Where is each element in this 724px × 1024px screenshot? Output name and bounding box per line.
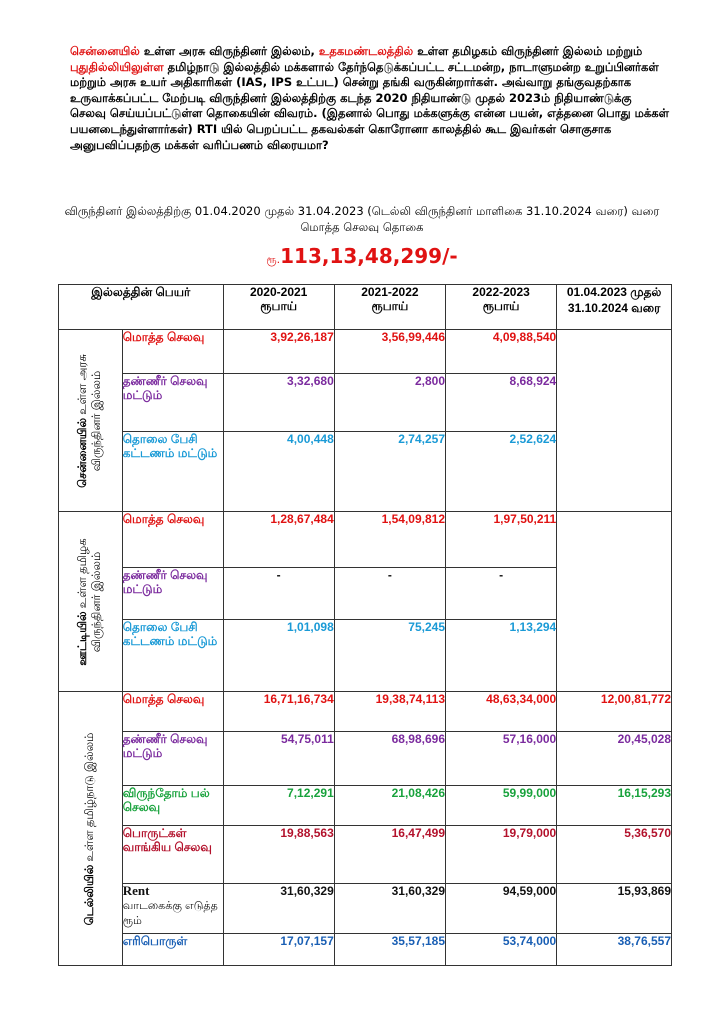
cell-value: 53,74,000 (446, 934, 557, 966)
cell-value: 2,74,257 (334, 432, 445, 512)
row-label-rent (122, 884, 223, 934)
subtitle: விருந்தினர் இல்லத்திற்கு 01.04.2020 முதல் 31.04.2023 (டெல்லி விருந்தினர் மாளிகை 31.10.2024 வரை) வரை மொத்த செலவு தொகை (64, 204, 660, 234)
header-2021: 2021-2022 ரூபாய் (334, 285, 445, 330)
total-value: 113,13,48,299/- (280, 244, 458, 268)
intro-delhi: புதுதில்லியிலுள்ள (70, 59, 164, 74)
header-name: இல்லத்தின் பெயர் (59, 285, 224, 330)
table-row (59, 512, 672, 568)
row-label: தண்ணீர் செலவு மட்டும் (122, 374, 223, 432)
cell-value: 12,00,81,772 (557, 692, 672, 732)
cell-empty (557, 512, 672, 692)
cell-value: 16,71,16,734 (223, 692, 334, 732)
cell-value: - (334, 568, 445, 620)
cell-value: 31,60,329 (223, 884, 334, 934)
table-row (59, 732, 672, 786)
row-label: மொத்த செலவு (122, 330, 223, 374)
cell-value: 5,36,570 (557, 826, 672, 884)
rent-label-ta: வாடகைக்கு எடுத்த ரூம் (122, 900, 218, 927)
cell-value: 8,68,924 (446, 374, 557, 432)
total-amount (0, 244, 724, 268)
cell-value: 21,08,426 (334, 786, 445, 826)
cell-value: 31,60,329 (334, 884, 445, 934)
cell-value: 2,800 (334, 374, 445, 432)
intro-paragraph (70, 44, 670, 153)
intro-ooty: உதகமண்டலத்தில் (318, 44, 414, 58)
cell-value: 3,32,680 (223, 374, 334, 432)
cell-value: 54,75,011 (223, 732, 334, 786)
row-label: விருந்தோம் பல் செலவு (122, 786, 223, 826)
intro-text-3: தமிழ்நாடு இல்லத்தில் மக்களால் தேர்ந்தெடுக்கப்பட்ட சட்டமன்ற, நாடாளுமன்ற உறுப்பினர்கள் மற்றும் அரசு உயர் அதிகாரிகள் (IAS, IPS உட்பட) சென்று தங்கி வருகின்றார்கள். அவ்வாறு தங்குவதற்காக உருவாக்கப்பட்ட மேற்படி விருந்தினர் இல்லத்திற்கு கடந்த 2020 நிதியாண்டு முதல் 2023ம் நிதியாண்டுக்கு செலவு செய்யப்பட்டுள்ள தொகையின் விவரம். (இதனால் பொது மக்களுக்கு என்ன பயன், எத்தனை பொது மக்கள் பயனடைந்துள்ளார்கள்) RTI யில் பெறப்பட்ட தகவல்கள் கொரோனா காலத்தில் கூட இவர்கள் சொகுசாக அனுபவிப்பதற்கு மக்கள் வரிப்பணம் விரையமா? (70, 59, 670, 152)
header-2023-24: 01.04.2023 முதல் 31.10.2024 வரை (557, 285, 672, 330)
cell-value: 15,93,869 (557, 884, 672, 934)
cell-value: 1,54,09,812 (334, 512, 445, 568)
intro-chennai: சென்னையில் (70, 44, 140, 58)
row-label: மொத்த செலவு (122, 512, 223, 568)
table-row (59, 934, 672, 966)
table-row (59, 884, 672, 934)
cell-value: 68,98,696 (334, 732, 445, 786)
row-label: எரிபொருள் (122, 934, 223, 966)
header-row (59, 285, 672, 330)
cell-value: 16,47,499 (334, 826, 445, 884)
cell-value: 1,97,50,211 (446, 512, 557, 568)
row-label: தொலை பேசி கட்டணம் மட்டும் (122, 432, 223, 512)
expense-table (58, 284, 672, 966)
cell-value: 3,92,26,187 (223, 330, 334, 374)
row-label: தண்ணீர் செலவு மட்டும் (122, 732, 223, 786)
cell-value: 3,56,99,446 (334, 330, 445, 374)
cell-value: 19,79,000 (446, 826, 557, 884)
intro-text-1: உள்ள அரசு விருந்தினர் இல்லம், (139, 44, 319, 58)
cell-value: - (223, 568, 334, 620)
cell-value: 35,57,185 (334, 934, 445, 966)
cell-value: 19,88,563 (223, 826, 334, 884)
cell-value: 94,59,000 (446, 884, 557, 934)
cell-value: 7,12,291 (223, 786, 334, 826)
cell-value: 57,16,000 (446, 732, 557, 786)
group-delhi: டெல்லியில் உள்ள தமிழ்நாடு இல்லம் (59, 692, 123, 966)
table-row (59, 826, 672, 884)
group-ooty: ஊட்டியில் உள்ள தமிழக விருந்தினர் இல்லம் (59, 512, 123, 692)
intro-text-2: உள்ள தமிழகம் விருந்தினர் இல்லம் மற்றும் (413, 44, 643, 58)
cell-value: 38,76,557 (557, 934, 672, 966)
rent-label-en: Rent (122, 883, 150, 898)
table-row (59, 692, 672, 732)
cell-value: 19,38,74,113 (334, 692, 445, 732)
group-chennai: சென்னையில் உள்ள அரசு விருந்தினர் இல்லம் (59, 330, 123, 512)
table-row (59, 786, 672, 826)
cell-value: 4,09,88,540 (446, 330, 557, 374)
cell-value: 1,28,67,484 (223, 512, 334, 568)
row-label: தண்ணீர் செலவு மட்டும் (122, 568, 223, 620)
cell-value: 2,52,624 (446, 432, 557, 512)
header-2022: 2022-2023 ரூபாய் (446, 285, 557, 330)
header-2020: 2020-2021 ரூபாய் (223, 285, 334, 330)
row-label: தொலை பேசி கட்டணம் மட்டும் (122, 620, 223, 692)
cell-value: 16,15,293 (557, 786, 672, 826)
cell-empty (557, 330, 672, 512)
row-label: மொத்த செலவு (122, 692, 223, 732)
cell-value: 1,01,098 (223, 620, 334, 692)
cell-value: 20,45,028 (557, 732, 672, 786)
total-prefix: ரூ. (266, 253, 281, 266)
table-row (59, 330, 672, 374)
cell-value: 48,63,34,000 (446, 692, 557, 732)
cell-value: 1,13,294 (446, 620, 557, 692)
row-label: பொருட்கள் வாங்கிய செலவு (122, 826, 223, 884)
cell-value: 17,07,157 (223, 934, 334, 966)
cell-value: 4,00,448 (223, 432, 334, 512)
cell-value: 59,99,000 (446, 786, 557, 826)
cell-value: - (446, 568, 557, 620)
cell-value: 75,245 (334, 620, 445, 692)
